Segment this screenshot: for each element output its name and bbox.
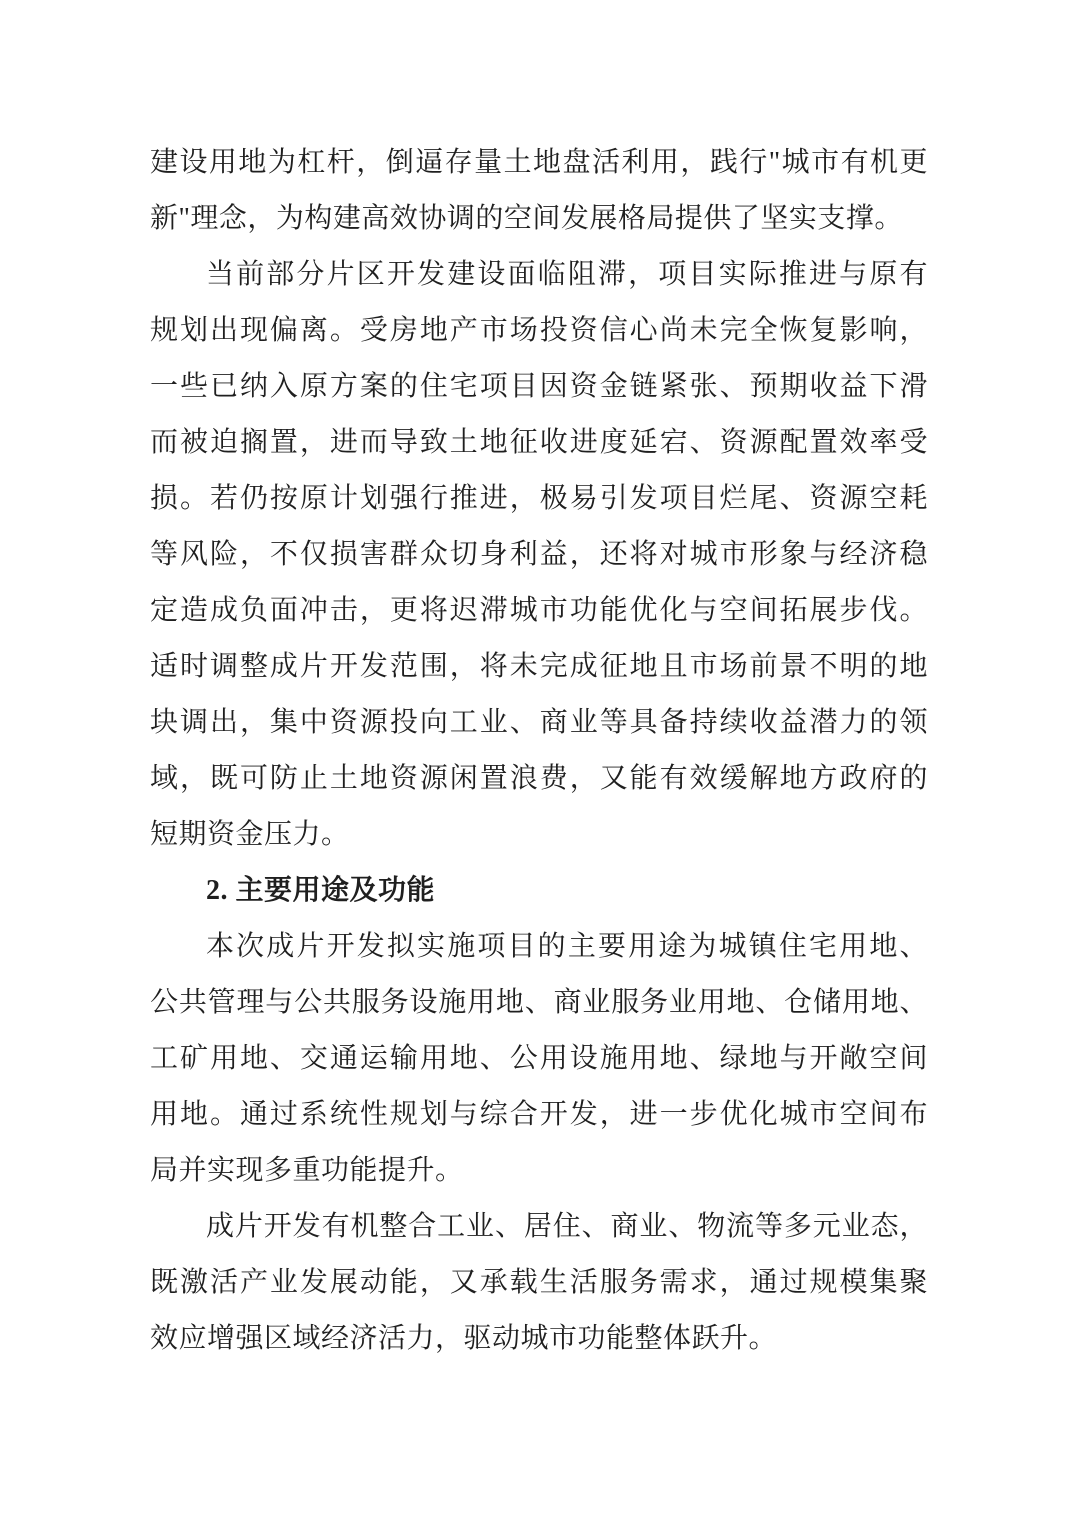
text-line: 工矿用地、交通运输用地、公用设施用地、绿地与开敞空间 [150,1043,928,1074]
text-line: 块调出，集中资源投向工业、商业等具备持续收益潜力的领 [150,707,928,738]
text-line: 新"理念，为构建高效协调的空间发展格局提供了坚实支撑。 [150,203,903,234]
section-heading: 2. 主要用途及功能 [206,875,436,906]
text-line: 成片开发有机整合工业、居住、商业、物流等多元业态， [206,1211,928,1242]
text-line: 局并实现多重功能提升。 [150,1155,464,1186]
text-line: 公共管理与公共服务设施用地、商业服务业用地、仓储用地、 [150,987,928,1018]
text-line: 一些已纳入原方案的住宅项目因资金链紧张、预期收益下滑 [150,371,928,402]
text-line: 定造成负面冲击，更将迟滞城市功能优化与空间拓展步伐。 [150,595,928,626]
text-line: 既激活产业发展动能，又承载生活服务需求，通过规模集聚 [150,1267,928,1298]
text-body [150,135,928,1367]
text-line: 适时调整成片开发范围，将未完成征地且市场前景不明的地 [150,651,928,682]
text-line: 损。若仍按原计划强行推进，极易引发项目烂尾、资源空耗 [150,483,928,514]
text-line: 本次成片开发拟实施项目的主要用途为城镇住宅用地、 [206,931,928,962]
text-line: 等风险，不仅损害群众切身利益，还将对城市形象与经济稳 [150,539,928,570]
text-line: 规划出现偏离。受房地产市场投资信心尚未完全恢复影响， [150,315,928,346]
text-line: 而被迫搁置，进而导致土地征收进度延宕、资源配置效率受 [150,427,928,458]
text-line: 短期资金压力。 [150,819,350,850]
text-line: 域，既可防止土地资源闲置浪费，又能有效缓解地方政府的 [150,763,928,794]
text-line: 建设用地为杠杆，倒逼存量土地盘活利用，践行"城市有机更 [150,147,928,178]
text-line: 当前部分片区开发建设面临阻滞，项目实际推进与原有 [206,259,928,290]
text-line: 效应增强区域经济活力，驱动城市功能整体跃升。 [150,1323,778,1354]
text-line: 用地。通过系统性规划与综合开发，进一步优化城市空间布 [150,1099,928,1130]
